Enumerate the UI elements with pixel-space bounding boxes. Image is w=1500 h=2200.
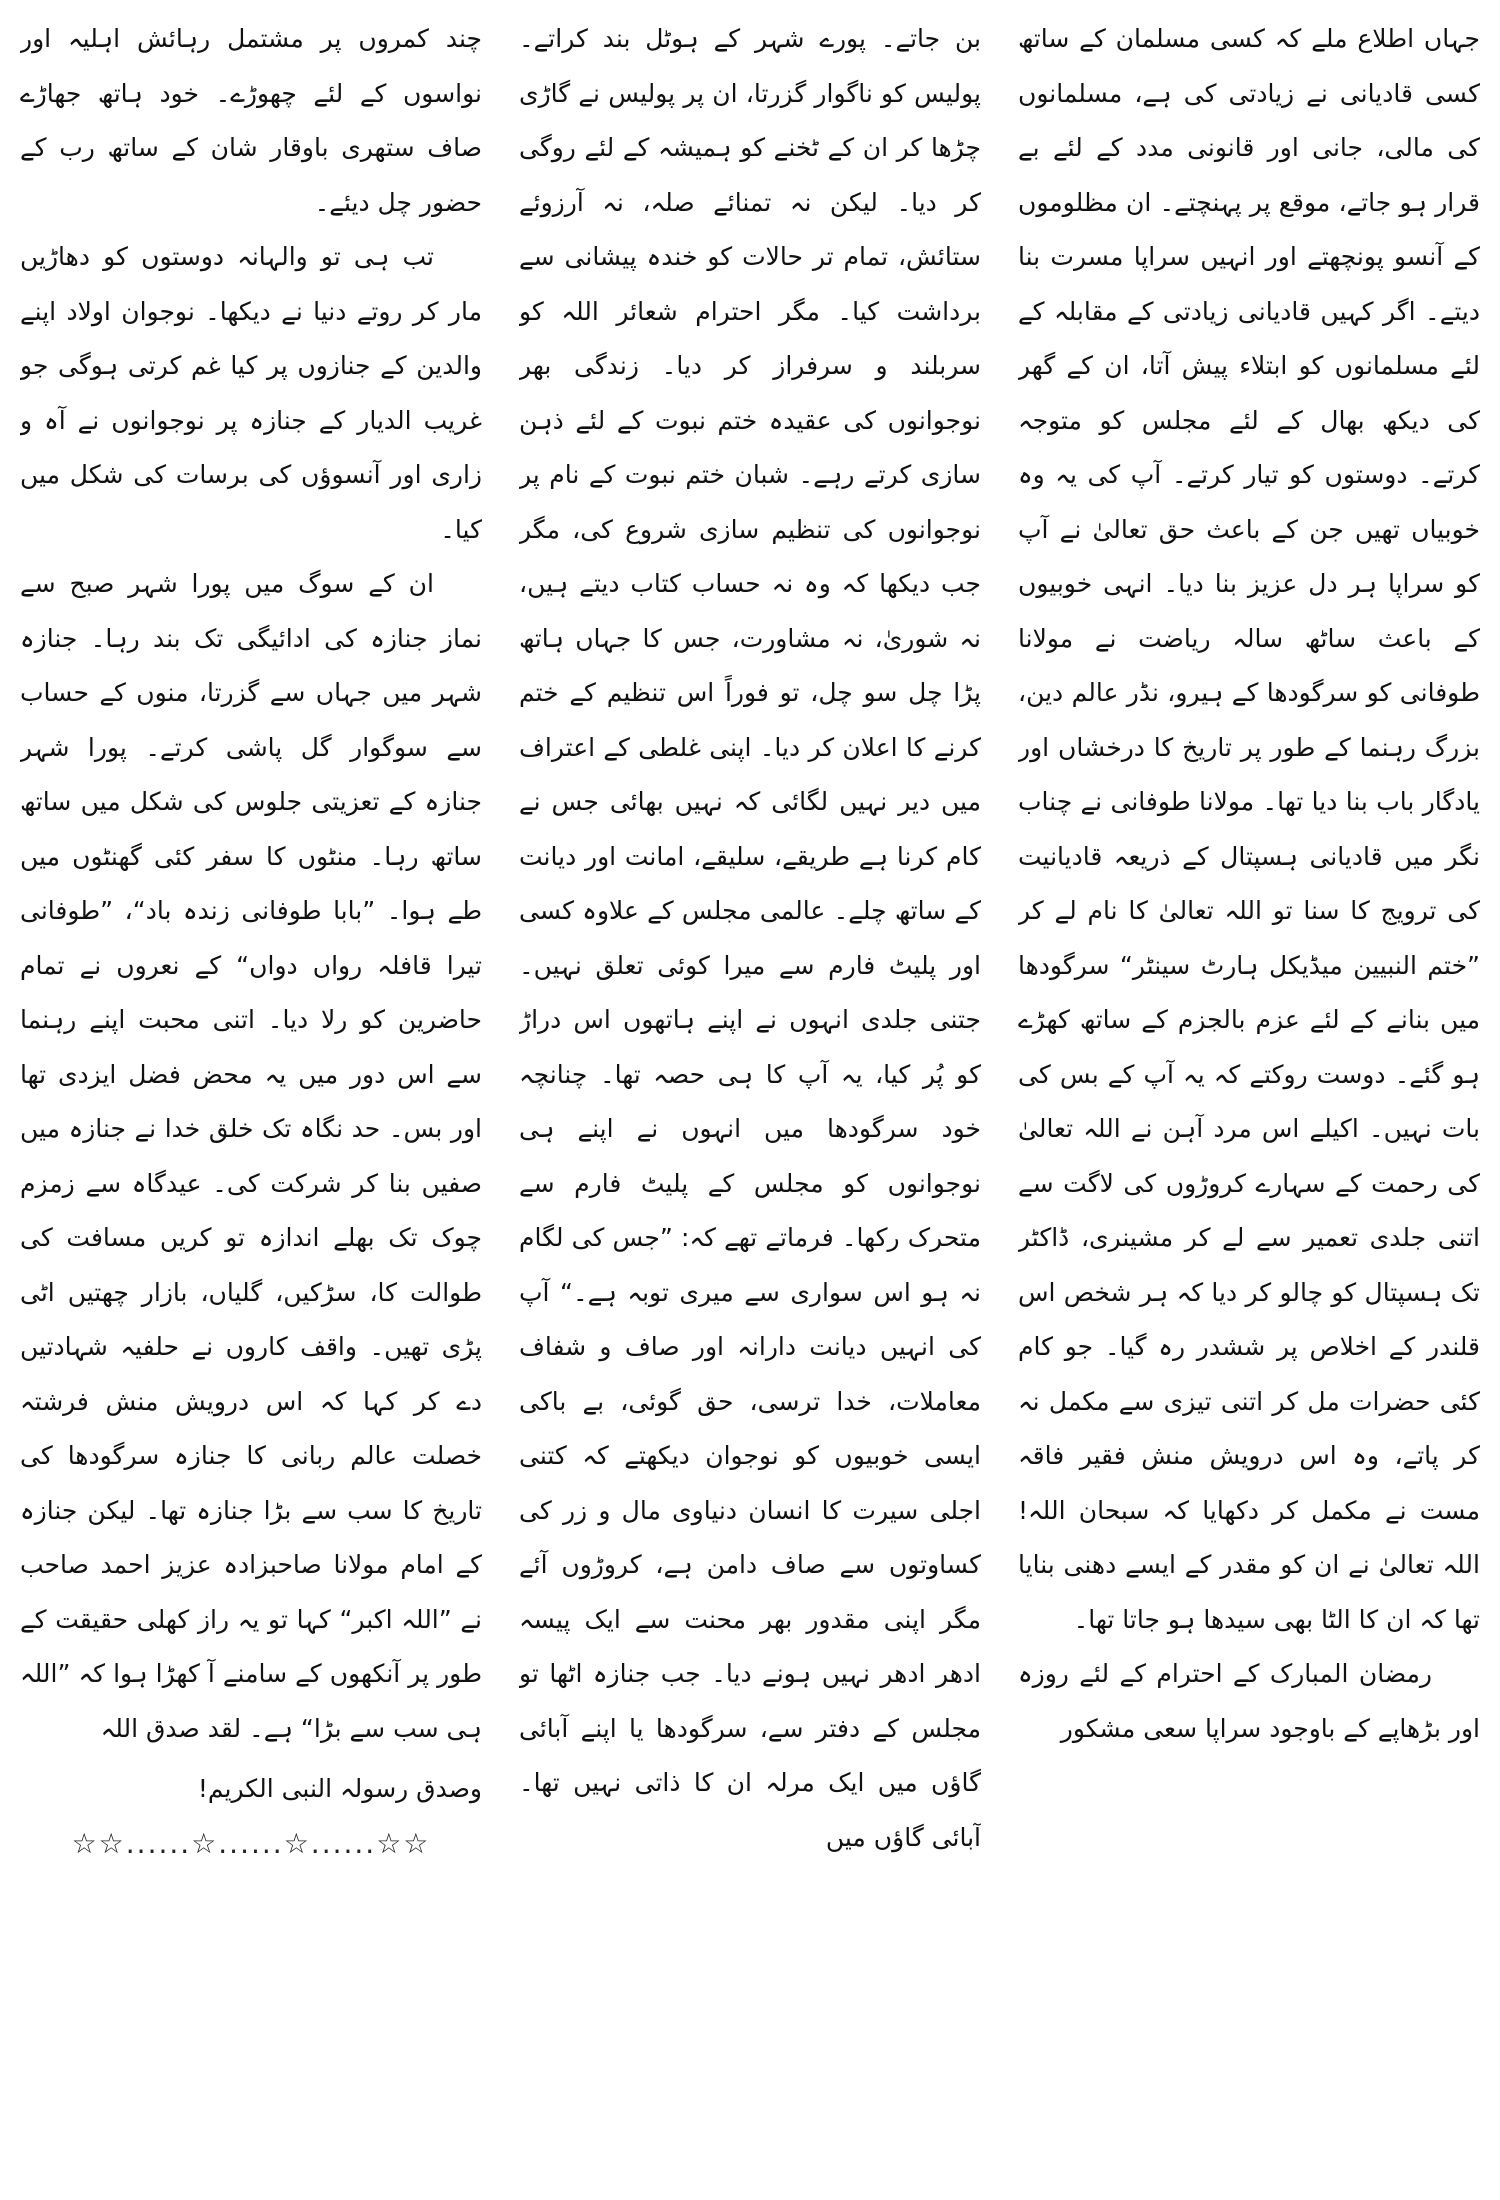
article-column-middle <box>519 12 981 2188</box>
article-paragraph: رمضان المبارک کے احترام کے لئے روزہ اور بڑھاپے کے باوجود سراپا سعی مشکور <box>1018 1659 1480 1743</box>
article-paragraph: بن جاتے۔ پورے شہر کے ہوٹل بند کراتے۔ پولیس کو ناگوار گزرتا، ان پر پولیس نے گاڑی چڑھا کر ان کے ٹخنے کو ہمیشہ کے لئے روگی کر دیا۔ لیکن نہ تمنائے صلہ، نہ آرزوئے ستائش، تمام تر حالات کو خندہ پیشانی سے برداشت کیا۔ مگر احترام شعائر اللہ کو سربلند و سرفراز کر دیا۔ زندگی بھر نوجوانوں کی عقیدہ ختم نبوت کے لئے ذہن سازی کرتے رہے۔ شبان ختم نبوت کے نام پر نوجوانوں کی تنظیم سازی شروع کی، مگر جب دیکھا کہ وہ نہ حساب کتاب دیتے ہیں، نہ شوریٰ، نہ مشاورت، جس کا جہاں ہاتھ پڑا چل سو چل، تو فوراً اس تنظیم کے ختم کرنے کا اعلان کر دیا۔ اپنی غلطی کے اعتراف میں دیر نہیں لگائی کہ نہیں بھائی جس نے کام کرنا ہے طریقے، سلیقے، امانت اور دیانت کے ساتھ چلے۔ عالمی مجلس کے علاوہ کسی اور پلیٹ فارم سے میرا کوئی تعلق نہیں۔ جتنی جلدی انہوں نے اپنے ہاتھوں اس دراڑ کو پُر کیا، یہ آپ کا ہی حصہ تھا۔ چنانچہ خود سرگودھا میں انہوں نے اپنے ہی نوجوانوں کو مجلس کے پلیٹ فارم سے متحرک رکھا۔ فرماتے تھے کہ: ”جس کی لگام نہ ہو اس سواری سے میری توبہ ہے۔“ آپ کی انہیں دیانت دارانہ اور صاف و شفاف معاملات، خدا ترسی، حق گوئی، بے باکی ایسی خوبیوں کو نوجوان دیکھتے کہ کتنی اجلی سیرت کا انسان دنیاوی مال و زر کی کساوتوں سے صاف دامن ہے، کروڑوں آئے مگر اپنی مقدور بھر محنت سے ایک پیسہ ادھر ادھر نہیں ہونے دیا۔ جب جنازہ اٹھا تو مجلس کے دفتر سے، سرگودھا یا اپنے آبائی گاؤں میں ایک مرلہ ان کا ذاتی نہیں تھا۔ آبائی گاؤں میں <box>519 24 981 1852</box>
article-paragraph: چند کمروں پر مشتمل رہائش اہلیہ اور نواسوں کے لئے چھوڑے۔ خود ہاتھ جھاڑے صاف ستھری باوقار شان کے ساتھ رب کے حضور چل دیئے۔ <box>20 24 482 217</box>
article-column-right <box>1018 12 1480 2188</box>
closing-line: وصدق رسولہ النبی الکریم! <box>197 1774 482 1803</box>
article-column-left <box>20 12 482 2188</box>
star-divider: ☆☆......☆......☆......☆☆ <box>71 1826 431 1860</box>
article-paragraph: تب ہی تو والہانہ دوستوں کو دھاڑیں مار کر روتے دنیا نے دیکھا۔ نوجوان اولاد اپنے والدین کے جنازوں پر کیا غم کرتی ہوگی جو غریب الدیار کے جنازہ پر نوجوانوں نے آہ و زاری اور آنسوؤں کی برسات کی شکل میں کیا۔ <box>20 242 482 544</box>
article-paragraph: ان کے سوگ میں پورا شہر صبح سے نماز جنازہ کی ادائیگی تک بند رہا۔ جنازہ شہر میں جہاں سے گزرتا، منوں کے حساب سے سوگوار گل پاشی کرتے۔ پورا شہر جنازہ کے تعزیتی جلوس کی شکل میں ساتھ ساتھ رہا۔ منٹوں کا سفر کئی گھنٹوں میں طے ہوا۔ ”بابا طوفانی زندہ باد“، ”طوفانی تیرا قافلہ رواں دواں“ کے نعروں نے تمام حاضرین کو رلا دیا۔ اتنی محبت اپنے رہنما سے اس دور میں یہ محض فضل ایزدی تھا اور بس۔ حد نگاہ تک خلق خدا نے جنازہ میں صفیں بنا کر شرکت کی۔ عیدگاہ سے زمزم چوک تک بھلے اندازہ تو کریں مسافت کی طوالت کا، سڑکیں، گلیاں، بازار چھتیں اٹی پڑی تھیں۔ واقف کاروں نے حلفیہ شہادتیں دے کر کہا کہ اس درویش منش فرشتہ خصلت عالم ربانی کا جنازہ سرگودھا کی تاریخ کا سب سے بڑا جنازہ تھا۔ لیکن جنازہ کے امام مولانا صاحبزادہ عزیز احمد صاحب نے ”اللہ اکبر“ کہا تو یہ راز کھلی حقیقت کے طور پر آنکھوں کے سامنے آ کھڑا ہوا کہ ”اللہ ہی سب سے بڑا“ ہے۔ لقد صدق اللہ <box>20 569 482 1743</box>
newspaper-page <box>20 12 1480 2188</box>
article-paragraph: جہاں اطلاع ملے کہ کسی مسلمان کے ساتھ کسی قادیانی نے زیادتی کی ہے، مسلمانوں کی مالی، جانی اور قانونی مدد کے لئے بے قرار ہو جاتے، موقع پر پہنچتے۔ ان مظلوموں کے آنسو پونچھتے اور انہیں سراپا مسرت بنا دیتے۔ اگر کہیں قادیانی زیادتی کے مقابلہ کے لئے مسلمانوں کو ابتلاء پیش آتا، ان کے گھر کی دیکھ بھال کے لئے مجلس کو متوجہ کرتے۔ دوستوں کو تیار کرتے۔ آپ کی یہ وہ خوبیاں تھیں جن کے باعث حق تعالیٰ نے آپ کو سراپا ہر دل عزیز بنا دیا۔ انہی خوبیوں کے باعث ساٹھ سالہ ریاضت نے مولانا طوفانی کو سرگودھا کے ہیرو، نڈر عالم دین، بزرگ رہنما کے طور پر تاریخ کا درخشاں اور یادگار باب بنا دیا تھا۔ مولانا طوفانی نے چناب نگر میں قادیانی ہسپتال کے ذریعہ قادیانیت کی ترویج کا سنا تو اللہ تعالیٰ کا نام لے کر ”ختم النبیین میڈیکل ہارٹ سینٹر“ سرگودھا میں بنانے کے لئے عزم بالجزم کے ساتھ کھڑے ہو گئے۔ دوست روکتے کہ یہ آپ کے بس کی بات نہیں۔ اکیلے اس مرد آہن نے اللہ تعالیٰ کی رحمت کے سہارے کروڑوں کی لاگت سے اتنی جلدی تعمیر سے لے کر مشینری، ڈاکٹر تک ہسپتال کو چالو کر دیا کہ ہر شخص اس قلندر کے اخلاص پر ششدر رہ گیا۔ جو کام کئی حضرات مل کر اتنی تیزی سے مکمل نہ کر پاتے، وہ اس درویش منش فقیر فاقہ مست نے مکمل کر دکھایا کہ سبحان اللہ! اللہ تعالیٰ نے ان کو مقدر کے ایسے دھنی بنایا تھا کہ ان کا الٹا بھی سیدھا ہو جاتا تھا۔ <box>1018 24 1480 1634</box>
